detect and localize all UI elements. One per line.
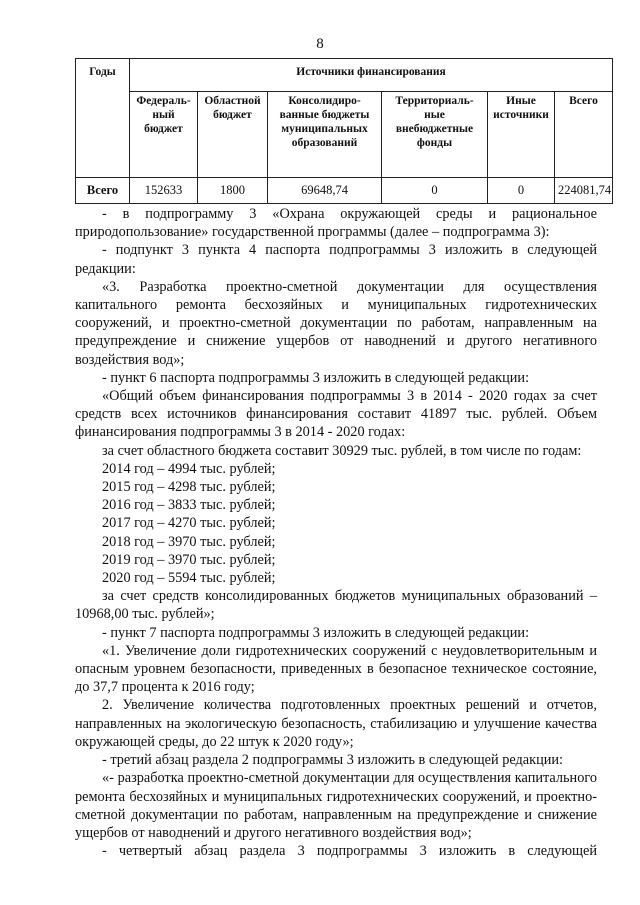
- paragraph: «Общий объем финансирования подпрограммы 3 в 2014 - 2020 годах за счет средств всех источников финансирования составит 41897 тыс. рублей. Объем финансирования подпрограммы 3 в 2014 - 2020 годах:: [75, 388, 597, 441]
- header-consolidated-budgets: Консолидиро- ванные бюджеты муниципальных образований: [268, 92, 382, 178]
- paragraph: - четвертый абзац раздела 3 подпрограммы 3 изложить в следующей: [102, 843, 597, 860]
- header-federal-budget: Федераль- ный бюджет: [130, 92, 198, 178]
- paragraph: 2. Увеличение количества подготовленных проектных решений и отчетов, направленных на экологическую безопасность, стабилизацию и улучшение качества окружающей среды, до 22 штук к 2020 году»;: [75, 697, 597, 750]
- year-line: 2018 год – 3970 тыс. рублей;: [102, 533, 276, 550]
- header-years: Годы: [76, 59, 130, 178]
- year-line: 2020 год – 5594 тыс. рублей;: [102, 570, 276, 587]
- page-number: 8: [316, 36, 324, 52]
- header-regional-budget: Областной бюджет: [198, 92, 268, 178]
- cell-total: 224081,74: [555, 178, 613, 204]
- header-total: Всего: [555, 92, 613, 178]
- paragraph: за счет областного бюджета составит 30929 тыс. рублей, в том числе по годам:: [102, 442, 582, 459]
- cell-federal: 152633: [130, 178, 198, 204]
- header-other-sources: Иные источники: [488, 92, 555, 178]
- table-row: [76, 178, 613, 204]
- year-line: 2019 год – 3970 тыс. рублей;: [102, 551, 276, 568]
- paragraph: за счет средств консолидированных бюджетов муниципальных образований – 10968,00 тыс. рублей»;: [75, 588, 597, 623]
- paragraph: - пункт 6 паспорта подпрограммы 3 изложить в следующей редакции:: [102, 369, 530, 386]
- year-line: 2015 год – 4298 тыс. рублей;: [102, 479, 276, 496]
- paragraph: - третий абзац раздела 2 подпрограммы 3 изложить в следующей редакции:: [102, 752, 563, 769]
- cell-other: 0: [488, 178, 555, 204]
- paragraph: «3. Разработка проектно-сметной документации для осуществления капитального ремонта бесхозяйных и муниципальных гидротехнических сооружений, и проектно-сметной документации по работам, направленным на предупреждение и снижение ущербов от наводнений и другого негативного воздействия вод»;: [75, 278, 597, 368]
- paragraph: - подпункт 3 пункта 4 паспорта подпрограммы 3 изложить в следующей редакции:: [75, 242, 597, 277]
- row-label-total: Всего: [76, 178, 130, 204]
- document-body: [75, 205, 597, 860]
- table-group-header-row: [76, 59, 613, 92]
- table-subheader-row: [76, 92, 613, 178]
- cell-territorial: 0: [382, 178, 488, 204]
- paragraph: «- разработка проектно-сметной документации для осуществления капитального ремонта бесхозяйных и муниципальных гидротехнических сооружений, и проектно-сметной документации по работам, направленным на предупреждение и снижение ущербов от наводнений и другого негативного воздействия вод»;: [75, 770, 597, 841]
- paragraph: - в подпрограмму 3 «Охрана окружающей среды и рациональное природопользование» государственной программы (далее – подпрограмма 3):: [75, 206, 597, 241]
- cell-consolidated: 69648,74: [268, 178, 382, 204]
- header-financing-sources: Источники финансирования: [130, 59, 613, 92]
- paragraph: «1. Увеличение доли гидротехнических сооружений с неудовлетворительным и опасным уровнем безопасности, приведенных в безопасное техническое состояние, до 37,7 процента к 2016 году;: [75, 642, 597, 696]
- year-line: 2017 год – 4270 тыс. рублей;: [102, 515, 276, 532]
- paragraph: - пункт 7 паспорта подпрограммы 3 изложить в следующей редакции:: [102, 624, 530, 641]
- year-line: 2014 год – 4994 тыс. рублей;: [102, 460, 276, 477]
- header-territorial-funds: Территориаль- ные внебюджетные фонды: [382, 92, 488, 178]
- cell-regional: 1800: [198, 178, 268, 204]
- year-line: 2016 год – 3833 тыс. рублей;: [102, 497, 276, 514]
- financing-table: [75, 58, 613, 204]
